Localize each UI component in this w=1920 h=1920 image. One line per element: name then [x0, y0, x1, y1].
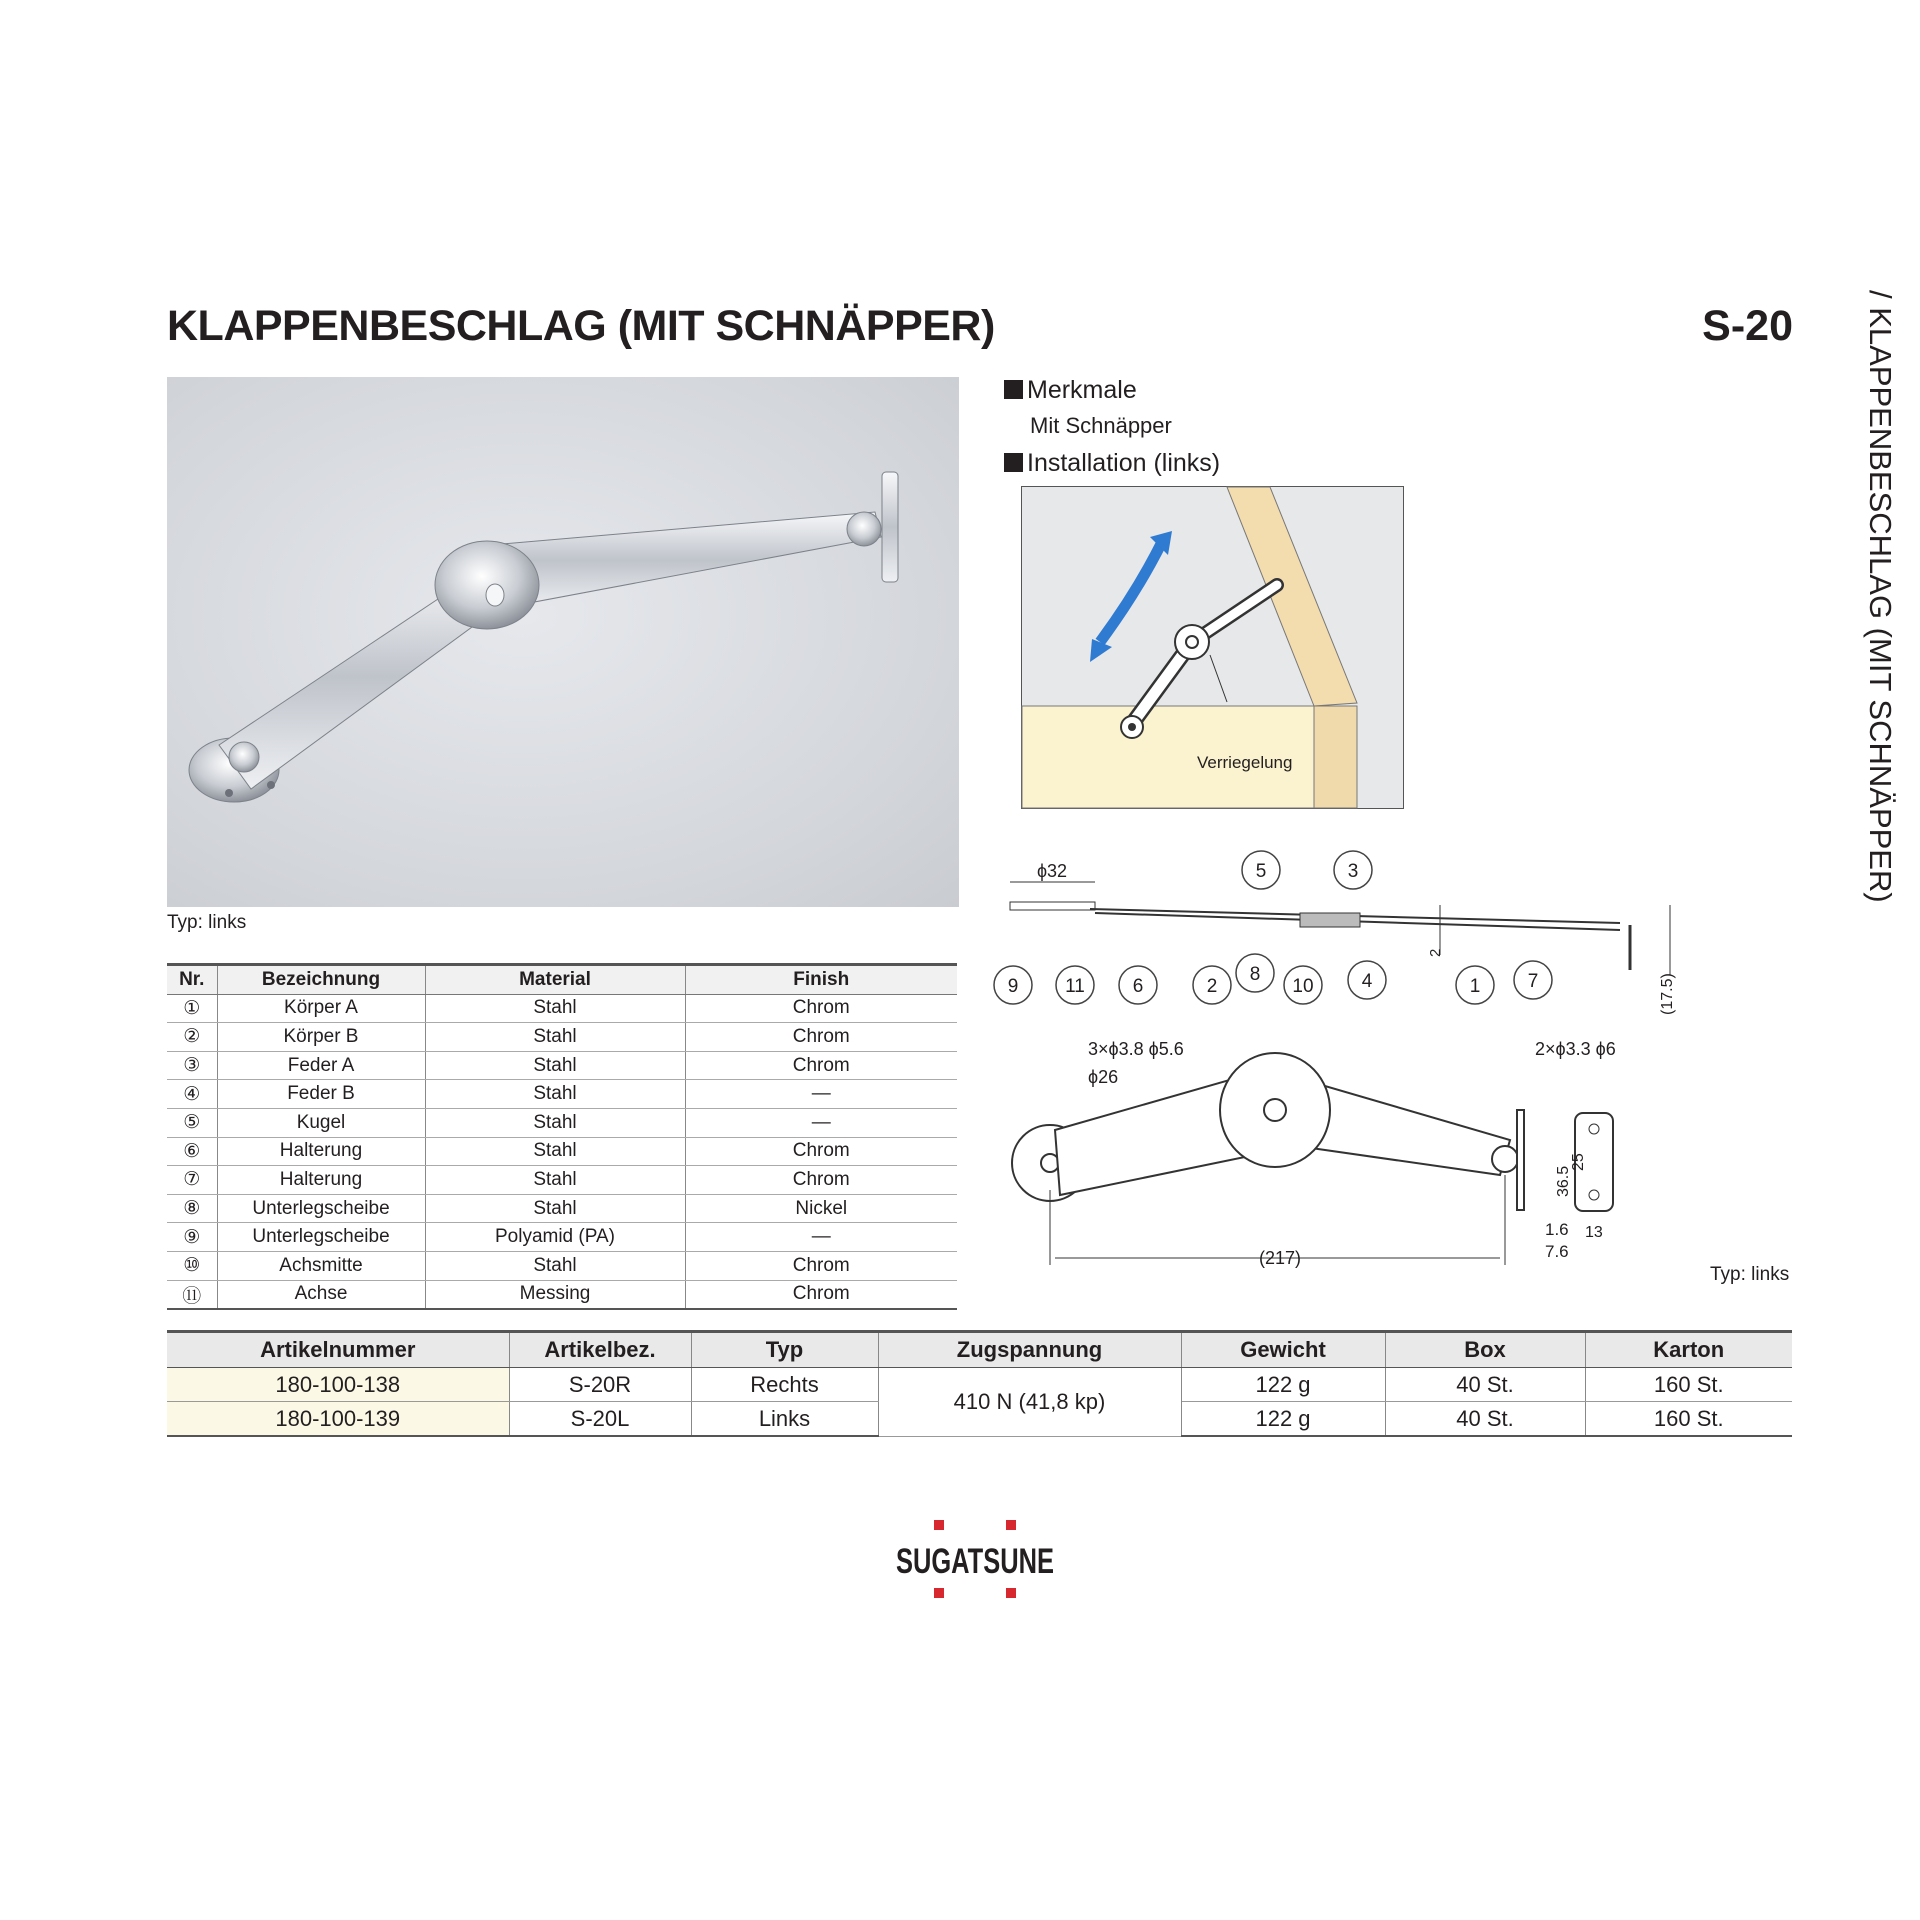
- installation-illustration: [1021, 486, 1404, 809]
- callout-2: 2: [1206, 976, 1218, 997]
- header-box: Box: [1385, 1332, 1585, 1368]
- installation-heading: Installation (links): [1004, 449, 1220, 478]
- cell-finish: —: [685, 1080, 957, 1109]
- cell-finish: Chrom: [685, 994, 957, 1023]
- dim-d32: ϕ32: [1036, 861, 1068, 881]
- cell-bezeichnung: Achse: [217, 1280, 425, 1309]
- cell-box: 40 St.: [1385, 1402, 1585, 1437]
- cell-typ: Rechts: [691, 1368, 878, 1402]
- cell-finish: Chrom: [685, 1251, 957, 1280]
- dim-holes-b: 2×ϕ3.3 ϕ6: [1535, 1039, 1616, 1059]
- cell-zugspannung: 410 N (41,8 kp): [878, 1368, 1181, 1437]
- table-row: [167, 1080, 957, 1109]
- dim-76: 7.6: [1545, 1242, 1569, 1261]
- table-row: [167, 1137, 957, 1166]
- cell-bezeichnung: Halterung: [217, 1137, 425, 1166]
- features-text: Mit Schnäpper: [1030, 413, 1172, 438]
- table-row: [167, 1051, 957, 1080]
- cell-bezeichnung: Feder A: [217, 1051, 425, 1080]
- cell-finish: Chrom: [685, 1137, 957, 1166]
- dim-25: 25: [1570, 1153, 1587, 1171]
- dim-2: 2: [1427, 948, 1444, 957]
- technical-drawing: [1000, 845, 1920, 1290]
- table-row: [167, 994, 957, 1023]
- cell-artikelbez: S-20L: [509, 1402, 691, 1437]
- bullet-square: [1004, 453, 1023, 472]
- order-table: [167, 1330, 1792, 1437]
- cell-material: Stahl: [425, 1080, 685, 1109]
- dim-13: 13: [1585, 1224, 1603, 1241]
- order-header-row: [167, 1332, 1792, 1368]
- cell-typ: Links: [691, 1402, 878, 1437]
- table-row: [167, 1194, 957, 1223]
- cell-nr: ⑦: [167, 1166, 217, 1195]
- table-row: [167, 1368, 1792, 1402]
- cell-nr: ⑧: [167, 1194, 217, 1223]
- header-material: Material: [425, 965, 685, 995]
- cell-finish: Chrom: [685, 1166, 957, 1195]
- cell-artikelbez: S-20R: [509, 1368, 691, 1402]
- callout-11: 11: [1065, 976, 1085, 997]
- cell-finish: Nickel: [685, 1194, 957, 1223]
- cell-material: Stahl: [425, 1166, 685, 1195]
- product-photo: [167, 377, 959, 907]
- table-row: [167, 1223, 957, 1252]
- photo-caption: Typ: links: [167, 912, 247, 933]
- cell-bezeichnung: Körper A: [217, 994, 425, 1023]
- dim-365: 36.5: [1555, 1165, 1572, 1197]
- product-code: S-20: [1702, 302, 1793, 350]
- cell-nr: ⑥: [167, 1137, 217, 1166]
- callout-1: 1: [1469, 976, 1481, 997]
- table-row: [167, 1280, 957, 1309]
- cell-material: Stahl: [425, 1023, 685, 1052]
- table-row: [167, 1023, 957, 1052]
- latch-label: Verriegelung: [1197, 753, 1293, 772]
- cell-artikelnummer: 180-100-138: [167, 1368, 509, 1402]
- cell-material: Messing: [425, 1280, 685, 1309]
- dim-16: 1.6: [1545, 1220, 1569, 1239]
- cell-nr: ⑤: [167, 1108, 217, 1137]
- header-artikelnummer: Artikelnummer: [167, 1332, 509, 1368]
- cell-material: Stahl: [425, 1137, 685, 1166]
- parts-header-row: [167, 965, 957, 995]
- cell-bezeichnung: Achsmitte: [217, 1251, 425, 1280]
- features-heading: Merkmale: [1004, 376, 1137, 405]
- cell-gewicht: 122 g: [1181, 1368, 1385, 1402]
- header-typ: Typ: [691, 1332, 878, 1368]
- table-row: [167, 1251, 957, 1280]
- callout-10: 10: [1292, 976, 1314, 997]
- cell-bezeichnung: Halterung: [217, 1166, 425, 1195]
- cell-finish: Chrom: [685, 1051, 957, 1080]
- cell-nr: ⑪: [167, 1280, 217, 1309]
- cell-gewicht: 122 g: [1181, 1402, 1385, 1437]
- dim-holes-a: 3×ϕ3.8 ϕ5.6: [1088, 1039, 1184, 1059]
- callout-8: 8: [1249, 964, 1261, 985]
- page-title: KLAPPENBESCHLAG (MIT SCHNÄPPER): [167, 302, 995, 350]
- callout-7: 7: [1527, 971, 1539, 992]
- header-finish: Finish: [685, 965, 957, 995]
- cell-bezeichnung: Feder B: [217, 1080, 425, 1109]
- cell-nr: ①: [167, 994, 217, 1023]
- cell-material: Stahl: [425, 994, 685, 1023]
- sugatsune-logo: [890, 1520, 1060, 1600]
- table-row: [167, 1166, 957, 1195]
- callout-5: 5: [1255, 861, 1267, 882]
- header-zugspannung: Zugspannung: [878, 1332, 1181, 1368]
- logo-text: SUGATSUNE: [896, 1542, 1054, 1581]
- cell-material: Polyamid (PA): [425, 1223, 685, 1252]
- cell-nr: ②: [167, 1023, 217, 1052]
- callout-3: 3: [1347, 861, 1359, 882]
- cell-karton: 160 St.: [1585, 1368, 1792, 1402]
- cell-box: 40 St.: [1385, 1368, 1585, 1402]
- drawing-caption: Typ: links: [1710, 1264, 1790, 1285]
- dim-d26: ϕ26: [1088, 1067, 1119, 1087]
- cell-finish: —: [685, 1108, 957, 1137]
- header-artikelbez: Artikelbez.: [509, 1332, 691, 1368]
- cell-nr: ⑨: [167, 1223, 217, 1252]
- header-gewicht: Gewicht: [1181, 1332, 1385, 1368]
- cell-nr: ④: [167, 1080, 217, 1109]
- header-bezeichnung: Bezeichnung: [217, 965, 425, 995]
- dim-217: (217): [1258, 1248, 1302, 1268]
- cell-finish: —: [685, 1223, 957, 1252]
- header-nr: Nr.: [167, 965, 217, 995]
- table-row: [167, 1108, 957, 1137]
- cell-nr: ⑩: [167, 1251, 217, 1280]
- cell-artikelnummer: 180-100-139: [167, 1402, 509, 1437]
- header-karton: Karton: [1585, 1332, 1792, 1368]
- cell-finish: Chrom: [685, 1023, 957, 1052]
- callout-9: 9: [1007, 976, 1019, 997]
- callout-6: 6: [1132, 976, 1144, 997]
- cell-nr: ③: [167, 1051, 217, 1080]
- cell-finish: Chrom: [685, 1280, 957, 1309]
- cell-bezeichnung: Körper B: [217, 1023, 425, 1052]
- cell-karton: 160 St.: [1585, 1402, 1792, 1437]
- callout-4: 4: [1361, 971, 1373, 992]
- cell-material: Stahl: [425, 1251, 685, 1280]
- dim-175: (17.5): [1659, 973, 1676, 1015]
- parts-table: [167, 963, 957, 1310]
- cell-bezeichnung: Unterlegscheibe: [217, 1194, 425, 1223]
- cell-bezeichnung: Kugel: [217, 1108, 425, 1137]
- cell-material: Stahl: [425, 1051, 685, 1080]
- bullet-square: [1004, 380, 1023, 399]
- hinge-photo-illustration: [167, 377, 959, 907]
- cell-material: Stahl: [425, 1108, 685, 1137]
- cell-bezeichnung: Unterlegscheibe: [217, 1223, 425, 1252]
- cell-material: Stahl: [425, 1194, 685, 1223]
- side-title: / KLAPPENBESCHLAG (MIT SCHNÄPPER): [1863, 290, 1898, 903]
